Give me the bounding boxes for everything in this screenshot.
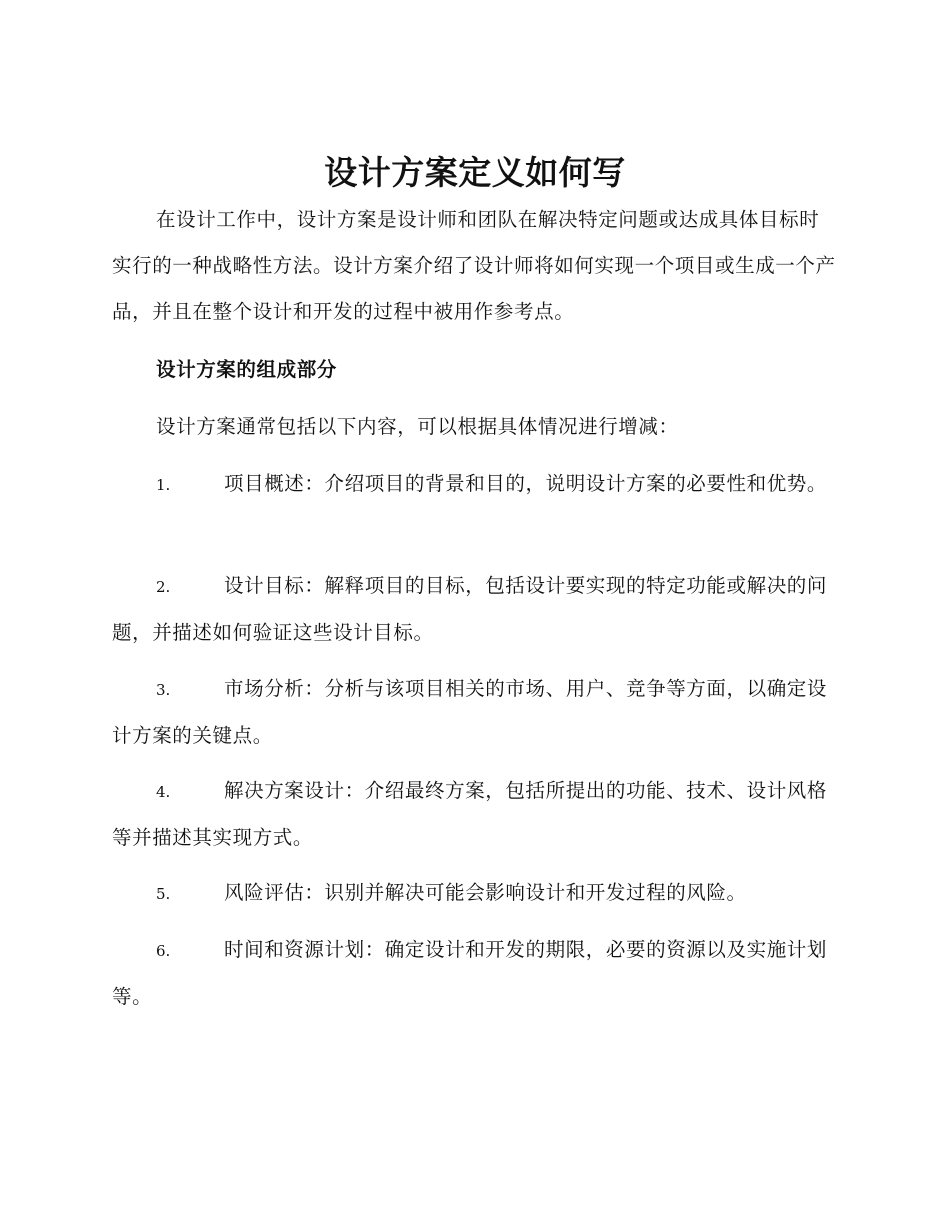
list-item-text: 项目概述：介绍项目的背景和目的，说明设计方案的必要性和优势。	[224, 472, 828, 495]
list-item-number: 1.	[156, 476, 171, 494]
list-item-number: 2.	[156, 578, 171, 596]
list-item-number: 4.	[156, 783, 171, 801]
list-item-number: 6.	[156, 942, 171, 960]
list-item-text: 时间和资源计划：确定设计和开发的期限，必要的资源以及实施计划等。	[112, 938, 828, 1008]
list-item-text: 风险评估：识别并解决可能会影响设计和开发过程的风险。	[224, 881, 747, 904]
list-item	[112, 666, 836, 759]
list-item	[112, 927, 836, 1020]
list-item-number: 5.	[156, 885, 171, 903]
section-heading: 设计方案的组成部分	[156, 358, 337, 381]
list-item-number: 3.	[156, 681, 171, 699]
list-item-text: 市场分析：分析与该项目相关的市场、用户、竞争等方面，以确定设计方案的关键点。	[112, 677, 828, 747]
list-item-text: 解决方案设计：介绍最终方案，包括所提出的功能、技术、设计风格等并描述其实现方式。	[112, 779, 828, 849]
page-title: 设计方案定义如何写	[324, 153, 626, 192]
list-item	[112, 870, 836, 917]
list-item	[112, 563, 836, 656]
list-item-text: 设计目标：解释项目的目标，包括设计要实现的特定功能或解决的问题，并描述如何验证这些设计目标。	[112, 574, 828, 644]
list-item	[112, 768, 836, 861]
intro-paragraph: 在设计工作中，设计方案是设计师和团队在解决特定问题或达成具体目标时实行的一种战略性方法。设计方案介绍了设计师将如何实现一个项目或生成一个产品，并且在整个设计和开发的过程中被用作参考点。	[112, 208, 836, 323]
list-item	[112, 461, 836, 508]
lead-paragraph: 设计方案通常包括以下内容，可以根据具体情况进行增减：	[156, 415, 679, 438]
